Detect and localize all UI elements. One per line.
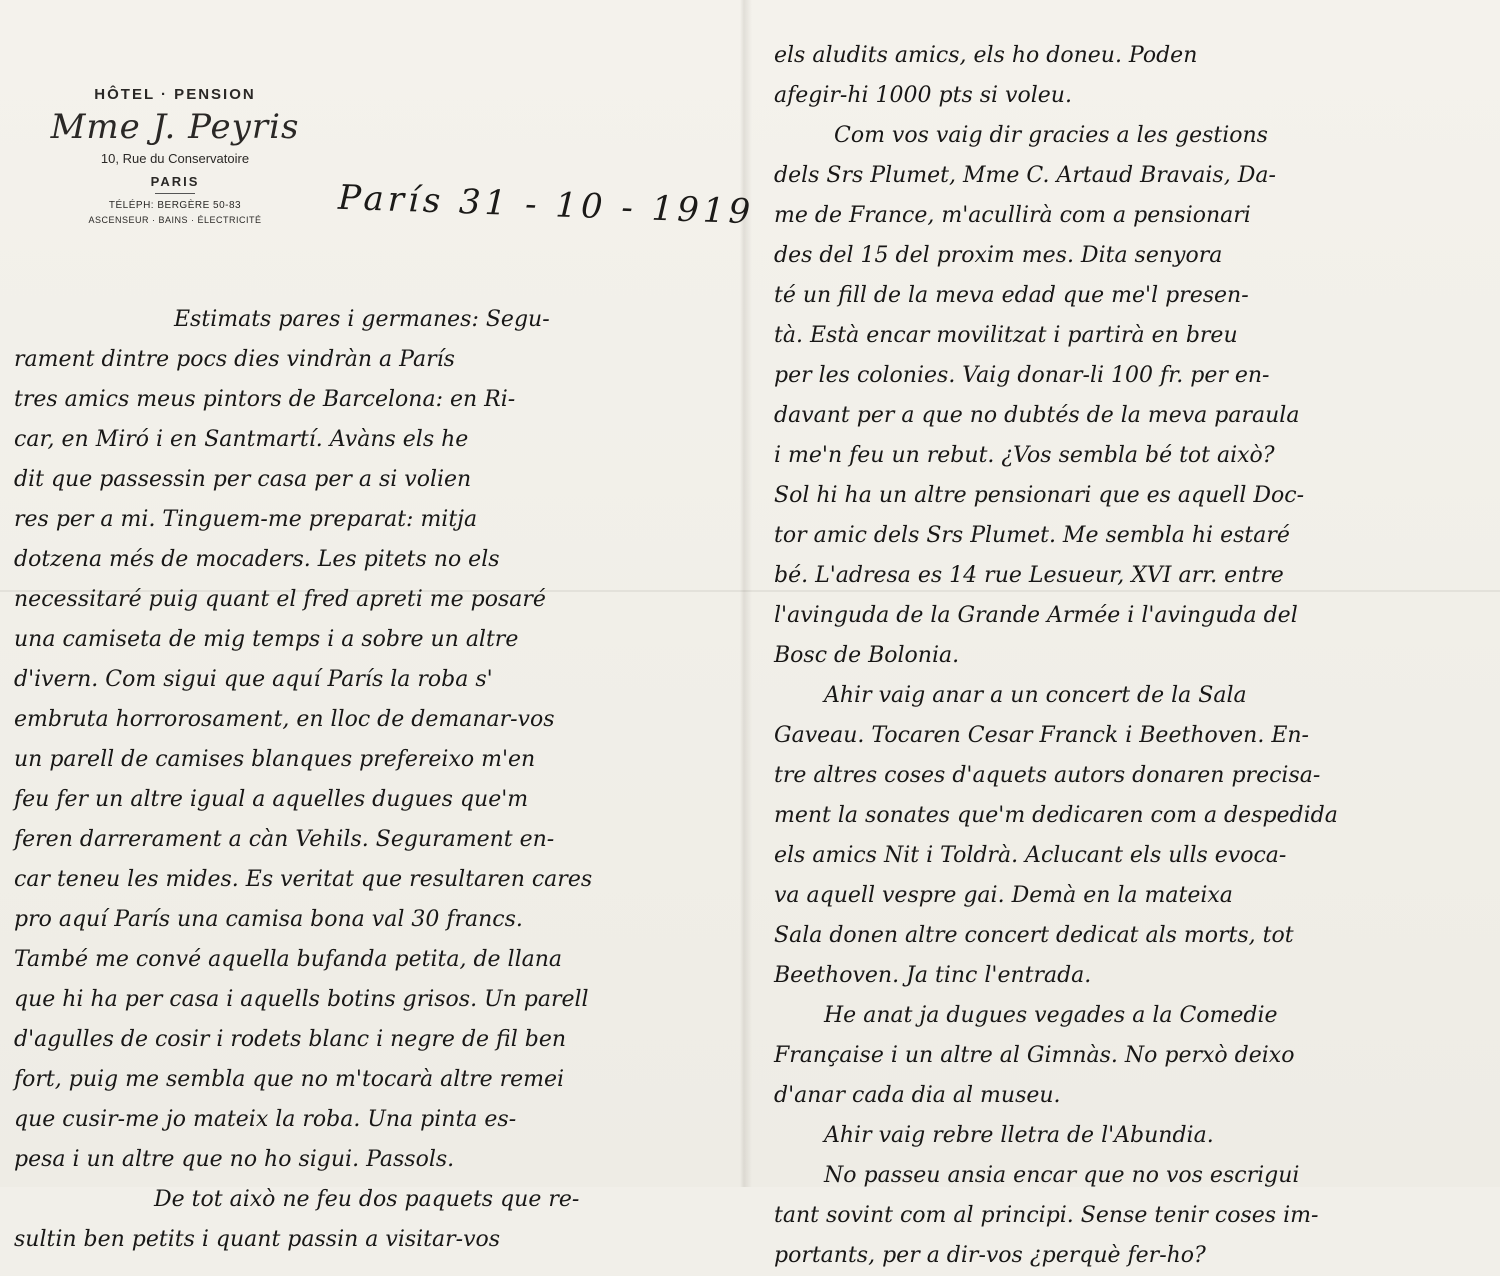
text-line: feren darrerament a càn Vehils. Segurament en- — [14, 827, 555, 852]
text-line: car teneu les mides. Es veritat que resultaren cares — [14, 867, 593, 892]
text-line: De tot això ne feu dos paquets que re- — [154, 1187, 580, 1212]
hotel-name: HÔTEL · PENSION — [94, 86, 256, 103]
text-line: des del 15 del proxim mes. Dita senyora — [774, 243, 1223, 268]
letterhead — [40, 86, 310, 225]
text-line: Gaveau. Tocaren Cesar Franck i Beethoven. En- — [774, 723, 1309, 748]
text-line: una camiseta de mig temps i a sobre un altre — [14, 627, 519, 652]
letter-date: París 31 - 10 - 1919 — [337, 177, 755, 233]
text-line: Sol hi ha un altre pensionari que es aquell Doc- — [774, 483, 1305, 508]
left-page-text — [14, 300, 736, 1260]
text-line: Beethoven. Ja tinc l'entrada. — [774, 963, 1092, 988]
text-line: Française i un altre al Gimnàs. No perxò deixo — [774, 1043, 1295, 1068]
text-line: Com vos vaig dir gracies a les gestions — [834, 123, 1268, 148]
text-line: portants, per a dir-vos ¿perquè fer-ho? — [774, 1243, 1206, 1268]
text-line: tre altres coses d'aquets autors donaren precisa- — [774, 763, 1321, 788]
text-line: sultin ben petits i quant passin a visitar-vos — [14, 1227, 501, 1252]
text-line: Ahir vaig anar a un concert de la Sala — [824, 683, 1247, 708]
hotel-street: 10, Rue du Conservatoire — [100, 151, 250, 166]
text-line: un parell de camises blanques prefereixo m'en — [14, 747, 536, 772]
text-line: car, en Miró i en Santmartí. Avàns els he — [14, 427, 469, 452]
text-line: embruta horrorosament, en lloc de demanar-vos — [14, 707, 555, 732]
text-line: els amics Nit i Toldrà. Aclucant els ulls evoca- — [774, 843, 1287, 868]
text-line: davant per a que no dubtés de la meva paraula — [774, 403, 1300, 428]
text-line: d'agulles de cosir i rodets blanc i negre de fil ben — [14, 1027, 567, 1052]
text-line: res per a mi. Tinguem-me preparat: mitja — [14, 507, 478, 532]
text-line: pesa i un altre que no ho sigui. Passols. — [14, 1147, 455, 1172]
text-line: ment la sonates que'm dedicaren com a despedida — [774, 803, 1338, 828]
text-line: rament dintre pocs dies vindràn a París — [14, 347, 455, 372]
text-line: Bosc de Bolonia. — [774, 643, 960, 668]
right-page-text — [774, 36, 1496, 1276]
text-line: afegir-hi 1000 pts si voleu. — [774, 83, 1072, 108]
text-line: que hi ha per casa i aquells botins grisos. Un parell — [14, 987, 589, 1012]
text-line: els aludits amics, els ho doneu. Poden — [774, 43, 1198, 68]
text-line: l'avinguda de la Grande Armée i l'avinguda del — [774, 603, 1298, 628]
text-line: va aquell vespre gai. Demà en la mateixa — [774, 883, 1233, 908]
hotel-services: ASCENSEUR · BAINS · ÉLECTRICITÉ — [88, 215, 262, 225]
text-line: He anat ja dugues vegades a la Comedie — [824, 1003, 1278, 1028]
text-line: feu fer un altre igual a aquelles dugues que'm — [14, 787, 529, 812]
text-line: També me convé aquella bufanda petita, de llana — [14, 947, 563, 972]
hotel-city: PARIS — [150, 174, 200, 189]
text-line: pro aquí París una camisa bona val 30 francs. — [14, 907, 523, 932]
text-line: d'ivern. Com sigui que aquí París la roba s' — [14, 667, 493, 692]
text-line: dels Srs Plumet, Mme C. Artaud Bravais, Da- — [774, 163, 1276, 188]
text-line: d'anar cada dia al museu. — [774, 1083, 1061, 1108]
hotel-phone: TÉLÉPH: BERGÈRE 50-83 — [108, 200, 242, 211]
text-line: per les colonies. Vaig donar-li 100 fr. per en- — [774, 363, 1270, 388]
text-line: dotzena més de mocaders. Les pitets no els — [14, 547, 500, 572]
text-line: té un fill de la meva edad que me'l presen- — [774, 283, 1249, 308]
text-line: dit que passessin per casa per a si volien — [14, 467, 472, 492]
text-line: Estimats pares i germanes: Segu- — [174, 307, 550, 332]
letterhead-rule — [155, 193, 195, 194]
text-line: fort, puig me sembla que no m'tocarà altre remei — [14, 1067, 565, 1092]
text-line: Ahir vaig rebre lletra de l'Abundia. — [824, 1123, 1214, 1148]
text-line: Sala donen altre concert dedicat als morts, tot — [774, 923, 1294, 948]
text-line: me de France, m'acullirà com a pensionari — [774, 203, 1251, 228]
text-line: tà. Està encar movilitzat i partirà en breu — [774, 323, 1238, 348]
text-line: necessitaré puig quant el fred apreti me posaré — [14, 587, 546, 612]
text-line: No passeu ansia encar que no vos escrigui — [824, 1163, 1300, 1188]
text-line: i me'n feu un rebut. ¿Vos sembla bé tot això? — [774, 443, 1275, 468]
text-line: tor amic dels Srs Plumet. Me sembla hi estaré — [774, 523, 1290, 548]
text-line: bé. L'adresa es 14 rue Lesueur, XVI arr. entre — [774, 563, 1284, 588]
text-line: tres amics meus pintors de Barcelona: en Ri- — [14, 387, 516, 412]
text-line: que cusir-me jo mateix la roba. Una pinta es- — [14, 1107, 517, 1132]
proprietor-name: Mme J. Peyris — [50, 107, 300, 147]
text-line: tant sovint com al principi. Sense tenir coses im- — [774, 1203, 1319, 1228]
